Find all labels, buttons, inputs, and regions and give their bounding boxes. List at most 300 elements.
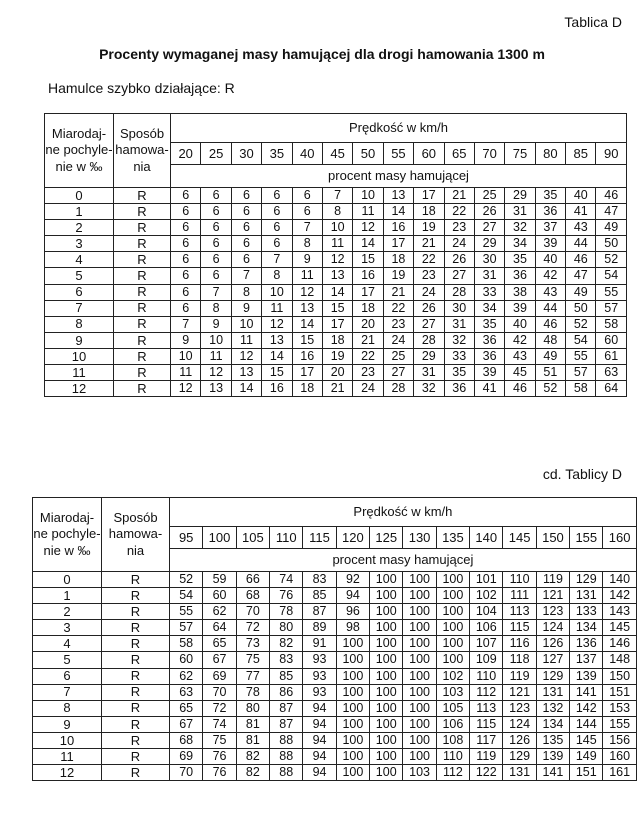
- percent-cell: 17: [292, 365, 322, 381]
- gradient-cell: 2: [45, 220, 114, 236]
- percent-cell: 100: [336, 668, 369, 684]
- percent-cell: 100: [403, 588, 436, 604]
- percent-cell: 124: [503, 716, 536, 732]
- braking-mode-cell: R: [102, 588, 170, 604]
- braking-mode-cell: R: [102, 732, 170, 748]
- percent-cell: 6: [231, 204, 261, 220]
- percent-cell: 55: [596, 284, 627, 300]
- percent-cell: 10: [322, 220, 352, 236]
- percent-cell: 15: [292, 332, 322, 348]
- percent-cell: 142: [603, 588, 636, 604]
- percent-cell: 156: [603, 732, 636, 748]
- speed-header-cell: 140: [470, 527, 503, 549]
- gradient-cell: 9: [33, 716, 102, 732]
- speed-header-cell: 75: [505, 143, 535, 165]
- percent-cell: 91: [303, 636, 336, 652]
- table-row: [33, 700, 637, 716]
- percent-cell: 21: [414, 236, 444, 252]
- percent-cell: 100: [336, 749, 369, 765]
- percent-cell: 19: [414, 220, 444, 236]
- percent-cell: 100: [370, 716, 403, 732]
- percent-cell: 100: [336, 716, 369, 732]
- percent-cell: 103: [403, 765, 436, 781]
- document-title: Procenty wymaganej masy hamującej dla drogi hamowania 1300 m: [99, 46, 545, 62]
- braking-mode-cell: R: [102, 668, 170, 684]
- percent-cell: 17: [383, 236, 413, 252]
- percent-cell: 42: [505, 332, 535, 348]
- percent-cell: 50: [566, 300, 596, 316]
- percent-cell: 100: [436, 604, 469, 620]
- braking-mode-cell: R: [114, 365, 171, 381]
- percent-cell: 87: [270, 700, 303, 716]
- percent-cell: 85: [303, 588, 336, 604]
- speed-header-cell: 55: [383, 143, 413, 165]
- percent-cell: 100: [403, 620, 436, 636]
- percent-cell: 44: [566, 236, 596, 252]
- percent-cell: 6: [262, 220, 292, 236]
- percent-cell: 9: [231, 300, 261, 316]
- table-row: [33, 588, 637, 604]
- percent-cell: 52: [566, 316, 596, 332]
- header-speed: Prędkość w km/h: [170, 498, 637, 527]
- percent-cell: 100: [336, 765, 369, 781]
- percent-cell: 50: [596, 236, 627, 252]
- braking-mode-cell: R: [102, 684, 170, 700]
- gradient-cell: 7: [45, 300, 114, 316]
- percent-cell: 43: [535, 284, 565, 300]
- table-row: [45, 348, 627, 364]
- percent-cell: 7: [201, 284, 231, 300]
- percent-cell: 43: [505, 348, 535, 364]
- percent-cell: 18: [414, 204, 444, 220]
- percent-cell: 100: [436, 620, 469, 636]
- percent-cell: 58: [566, 381, 596, 397]
- percent-cell: 144: [570, 716, 603, 732]
- braking-mode-cell: R: [102, 765, 170, 781]
- percent-cell: 7: [262, 252, 292, 268]
- table-row: [33, 716, 637, 732]
- percent-cell: 106: [470, 620, 503, 636]
- percent-cell: 112: [470, 684, 503, 700]
- percent-cell: 35: [505, 252, 535, 268]
- percent-cell: 31: [474, 268, 504, 284]
- percent-cell: 8: [201, 300, 231, 316]
- percent-cell: 54: [566, 332, 596, 348]
- speed-header-cell: 95: [170, 527, 203, 549]
- gradient-cell: 11: [45, 365, 114, 381]
- percent-cell: 6: [171, 252, 201, 268]
- percent-cell: 146: [603, 636, 636, 652]
- braking-mode-cell: R: [114, 300, 171, 316]
- percent-cell: 16: [383, 220, 413, 236]
- percent-cell: 70: [203, 684, 236, 700]
- percent-cell: 100: [403, 749, 436, 765]
- percent-cell: 60: [596, 332, 627, 348]
- percent-cell: 94: [303, 765, 336, 781]
- percent-cell: 49: [596, 220, 627, 236]
- percent-cell: 74: [270, 572, 303, 588]
- percent-cell: 47: [596, 204, 627, 220]
- percent-cell: 32: [414, 381, 444, 397]
- percent-cell: 7: [292, 220, 322, 236]
- percent-cell: 133: [570, 604, 603, 620]
- percent-cell: 103: [436, 684, 469, 700]
- percent-cell: 14: [262, 348, 292, 364]
- percent-cell: 6: [231, 220, 261, 236]
- percent-cell: 21: [353, 332, 383, 348]
- percent-cell: 6: [201, 268, 231, 284]
- percent-cell: 35: [474, 316, 504, 332]
- percent-cell: 100: [436, 636, 469, 652]
- percent-cell: 89: [303, 620, 336, 636]
- percent-cell: 132: [536, 700, 569, 716]
- gradient-cell: 3: [33, 620, 102, 636]
- percent-cell: 8: [262, 268, 292, 284]
- percent-cell: 16: [292, 348, 322, 364]
- speed-header-cell: 135: [436, 527, 469, 549]
- table-row: [33, 684, 637, 700]
- percent-cell: 94: [303, 749, 336, 765]
- percent-cell: 10: [353, 188, 383, 204]
- percent-cell: 142: [570, 700, 603, 716]
- percent-cell: 22: [353, 348, 383, 364]
- percent-cell: 41: [566, 204, 596, 220]
- speed-header-cell: 145: [503, 527, 536, 549]
- percent-cell: 40: [505, 316, 535, 332]
- braking-mode-cell: R: [102, 620, 170, 636]
- braking-mode-cell: R: [114, 252, 171, 268]
- percent-cell: 73: [236, 636, 269, 652]
- percent-cell: 24: [414, 284, 444, 300]
- percent-cell: 55: [170, 604, 203, 620]
- braking-mode-cell: R: [114, 204, 171, 220]
- table-row: [45, 204, 627, 220]
- percent-cell: 21: [322, 381, 352, 397]
- percent-cell: 23: [353, 365, 383, 381]
- percent-cell: 115: [503, 620, 536, 636]
- percent-cell: 11: [262, 300, 292, 316]
- header-gradient: Miarodaj-ne pochyle-nie w ‰: [33, 498, 102, 572]
- braking-mode-cell: R: [114, 268, 171, 284]
- percent-cell: 17: [414, 188, 444, 204]
- percent-cell: 57: [596, 300, 627, 316]
- percent-cell: 76: [203, 749, 236, 765]
- percent-cell: 6: [201, 220, 231, 236]
- percent-cell: 28: [444, 284, 474, 300]
- table-row: [45, 252, 627, 268]
- percent-cell: 82: [236, 749, 269, 765]
- percent-cell: 45: [505, 365, 535, 381]
- percent-cell: 81: [236, 732, 269, 748]
- percent-cell: 15: [353, 252, 383, 268]
- percent-cell: 8: [231, 284, 261, 300]
- percent-cell: 100: [403, 636, 436, 652]
- speed-header-cell: 60: [414, 143, 444, 165]
- speed-header-cell: 85: [566, 143, 596, 165]
- percent-cell: 100: [370, 572, 403, 588]
- percent-cell: 22: [414, 252, 444, 268]
- gradient-cell: 4: [45, 252, 114, 268]
- percent-cell: 82: [236, 765, 269, 781]
- braking-mode-cell: R: [114, 284, 171, 300]
- percent-cell: 129: [570, 572, 603, 588]
- speed-header-cell: 100: [203, 527, 236, 549]
- speed-header-cell: 105: [236, 527, 269, 549]
- percent-cell: 54: [596, 268, 627, 284]
- speed-header-cell: 80: [535, 143, 565, 165]
- percent-cell: 39: [474, 365, 504, 381]
- gradient-cell: 1: [33, 588, 102, 604]
- percent-cell: 119: [536, 572, 569, 588]
- percent-cell: 12: [231, 348, 261, 364]
- percent-cell: 9: [171, 332, 201, 348]
- percent-cell: 110: [436, 749, 469, 765]
- percent-cell: 65: [170, 700, 203, 716]
- percent-cell: 11: [231, 332, 261, 348]
- continuation-label: cd. Tablicy D: [542, 466, 622, 482]
- percent-cell: 51: [535, 365, 565, 381]
- percent-cell: 11: [353, 204, 383, 220]
- speed-header-cell: 50: [353, 143, 383, 165]
- table-row: [45, 284, 627, 300]
- percent-cell: 100: [336, 652, 369, 668]
- percent-cell: 82: [270, 636, 303, 652]
- percent-cell: 19: [322, 348, 352, 364]
- percent-cell: 113: [503, 604, 536, 620]
- percent-cell: 100: [436, 588, 469, 604]
- table-row: [33, 604, 637, 620]
- percent-cell: 135: [536, 732, 569, 748]
- percent-cell: 19: [383, 268, 413, 284]
- percent-cell: 139: [536, 749, 569, 765]
- percent-cell: 41: [474, 381, 504, 397]
- percent-cell: 100: [403, 732, 436, 748]
- speed-header-cell: 20: [171, 143, 201, 165]
- table-row: [45, 381, 627, 397]
- percent-cell: 75: [203, 732, 236, 748]
- percent-cell: 100: [370, 684, 403, 700]
- percent-cell: 6: [262, 236, 292, 252]
- percent-cell: 100: [403, 604, 436, 620]
- percent-cell: 13: [201, 381, 231, 397]
- percent-cell: 6: [231, 252, 261, 268]
- percent-cell: 87: [303, 604, 336, 620]
- percent-cell: 6: [262, 188, 292, 204]
- gradient-cell: 8: [33, 700, 102, 716]
- percent-cell: 153: [603, 700, 636, 716]
- percent-cell: 14: [353, 236, 383, 252]
- percent-cell: 105: [436, 700, 469, 716]
- percent-cell: 17: [353, 284, 383, 300]
- percent-cell: 31: [414, 365, 444, 381]
- braking-mode-cell: R: [114, 236, 171, 252]
- document-subtitle: Hamulce szybko działające: R: [48, 80, 235, 96]
- percent-cell: 63: [170, 684, 203, 700]
- percent-cell: 145: [570, 732, 603, 748]
- percent-cell: 131: [570, 588, 603, 604]
- percent-cell: 134: [536, 716, 569, 732]
- header-percent: procent masy hamującej: [171, 165, 627, 188]
- percent-cell: 6: [201, 252, 231, 268]
- percent-cell: 139: [570, 668, 603, 684]
- header-gradient: Miarodaj-ne pochyle-nie w ‰: [45, 114, 114, 188]
- percent-cell: 6: [171, 220, 201, 236]
- percent-cell: 93: [303, 684, 336, 700]
- percent-cell: 36: [474, 332, 504, 348]
- percent-cell: 155: [603, 716, 636, 732]
- percent-cell: 101: [470, 572, 503, 588]
- percent-cell: 143: [603, 604, 636, 620]
- percent-cell: 12: [201, 365, 231, 381]
- percent-cell: 6: [262, 204, 292, 220]
- percent-cell: 76: [270, 588, 303, 604]
- percent-cell: 113: [470, 700, 503, 716]
- percent-cell: 20: [322, 365, 352, 381]
- percent-cell: 15: [322, 300, 352, 316]
- speed-header-cell: 90: [596, 143, 627, 165]
- percent-cell: 6: [171, 268, 201, 284]
- braking-mode-cell: R: [114, 381, 171, 397]
- percent-cell: 100: [403, 668, 436, 684]
- percent-cell: 57: [170, 620, 203, 636]
- table-label: Tablica D: [564, 14, 622, 30]
- speed-header-cell: 70: [474, 143, 504, 165]
- percent-cell: 100: [436, 572, 469, 588]
- percent-cell: 10: [262, 284, 292, 300]
- percent-cell: 27: [414, 316, 444, 332]
- percent-cell: 75: [236, 652, 269, 668]
- percent-cell: 58: [596, 316, 627, 332]
- percent-cell: 7: [171, 316, 201, 332]
- percent-cell: 22: [383, 300, 413, 316]
- gradient-cell: 12: [33, 765, 102, 781]
- percent-cell: 6: [231, 236, 261, 252]
- percent-cell: 100: [370, 636, 403, 652]
- percent-cell: 6: [201, 204, 231, 220]
- percent-cell: 46: [596, 188, 627, 204]
- percent-cell: 102: [470, 588, 503, 604]
- percent-cell: 80: [270, 620, 303, 636]
- speed-header-cell: 115: [303, 527, 336, 549]
- percent-cell: 78: [236, 684, 269, 700]
- header-braking-mode: Sposób hamowa-nia: [114, 114, 171, 188]
- table-row: [33, 749, 637, 765]
- percent-cell: 100: [370, 652, 403, 668]
- percent-cell: 7: [231, 268, 261, 284]
- percent-cell: 38: [505, 284, 535, 300]
- percent-cell: 115: [470, 716, 503, 732]
- gradient-cell: 10: [45, 348, 114, 364]
- percent-cell: 116: [503, 636, 536, 652]
- percent-cell: 124: [536, 620, 569, 636]
- braking-mode-cell: R: [102, 604, 170, 620]
- percent-cell: 6: [171, 300, 201, 316]
- percent-cell: 21: [444, 188, 474, 204]
- percent-cell: 62: [170, 668, 203, 684]
- speed-header-cell: 25: [201, 143, 231, 165]
- percent-cell: 22: [444, 204, 474, 220]
- percent-cell: 24: [353, 381, 383, 397]
- percent-cell: 16: [353, 268, 383, 284]
- percent-cell: 67: [170, 716, 203, 732]
- percent-cell: 28: [383, 381, 413, 397]
- braking-mode-cell: R: [102, 716, 170, 732]
- percent-cell: 14: [322, 284, 352, 300]
- gradient-cell: 3: [45, 236, 114, 252]
- percent-cell: 26: [414, 300, 444, 316]
- percent-cell: 11: [171, 365, 201, 381]
- gradient-cell: 0: [33, 572, 102, 588]
- percent-cell: 14: [383, 204, 413, 220]
- percent-cell: 10: [231, 316, 261, 332]
- gradient-cell: 6: [45, 284, 114, 300]
- table-row: [45, 300, 627, 316]
- percent-cell: 33: [444, 348, 474, 364]
- percent-cell: 66: [236, 572, 269, 588]
- percent-cell: 6: [171, 236, 201, 252]
- percent-cell: 136: [570, 636, 603, 652]
- percent-cell: 68: [236, 588, 269, 604]
- percent-cell: 21: [383, 284, 413, 300]
- percent-cell: 100: [403, 652, 436, 668]
- percent-cell: 30: [444, 300, 474, 316]
- percent-cell: 39: [505, 300, 535, 316]
- percent-cell: 6: [231, 188, 261, 204]
- percent-cell: 100: [370, 604, 403, 620]
- table-row: [33, 620, 637, 636]
- speed-header-cell: 120: [336, 527, 369, 549]
- percent-cell: 64: [203, 620, 236, 636]
- percent-cell: 18: [383, 252, 413, 268]
- header-percent: procent masy hamującej: [170, 549, 637, 572]
- percent-cell: 94: [336, 588, 369, 604]
- percent-cell: 107: [470, 636, 503, 652]
- percent-cell: 14: [292, 316, 322, 332]
- braking-mode-cell: R: [102, 652, 170, 668]
- percent-cell: 96: [336, 604, 369, 620]
- percent-cell: 6: [171, 204, 201, 220]
- percent-cell: 8: [322, 204, 352, 220]
- percent-cell: 81: [236, 716, 269, 732]
- percent-cell: 148: [603, 652, 636, 668]
- braking-mode-cell: R: [102, 572, 170, 588]
- percent-cell: 27: [383, 365, 413, 381]
- table-row: [45, 188, 627, 204]
- percent-cell: 88: [270, 749, 303, 765]
- percent-cell: 104: [470, 604, 503, 620]
- braking-mode-cell: R: [114, 220, 171, 236]
- percent-cell: 141: [570, 684, 603, 700]
- percent-cell: 49: [535, 348, 565, 364]
- percent-cell: 88: [270, 765, 303, 781]
- braking-mode-cell: R: [102, 749, 170, 765]
- header-speed: Prędkość w km/h: [171, 114, 627, 143]
- speed-header-cell: 30: [231, 143, 261, 165]
- percent-cell: 145: [603, 620, 636, 636]
- percent-cell: 52: [535, 381, 565, 397]
- percent-cell: 61: [596, 348, 627, 364]
- percent-cell: 100: [370, 620, 403, 636]
- percent-cell: 18: [322, 332, 352, 348]
- percent-cell: 37: [535, 220, 565, 236]
- percent-cell: 100: [436, 652, 469, 668]
- percent-cell: 9: [292, 252, 322, 268]
- percent-cell: 137: [570, 652, 603, 668]
- table-row: [45, 220, 627, 236]
- speed-header-cell: 155: [570, 527, 603, 549]
- percent-cell: 46: [566, 252, 596, 268]
- percent-cell: 18: [292, 381, 322, 397]
